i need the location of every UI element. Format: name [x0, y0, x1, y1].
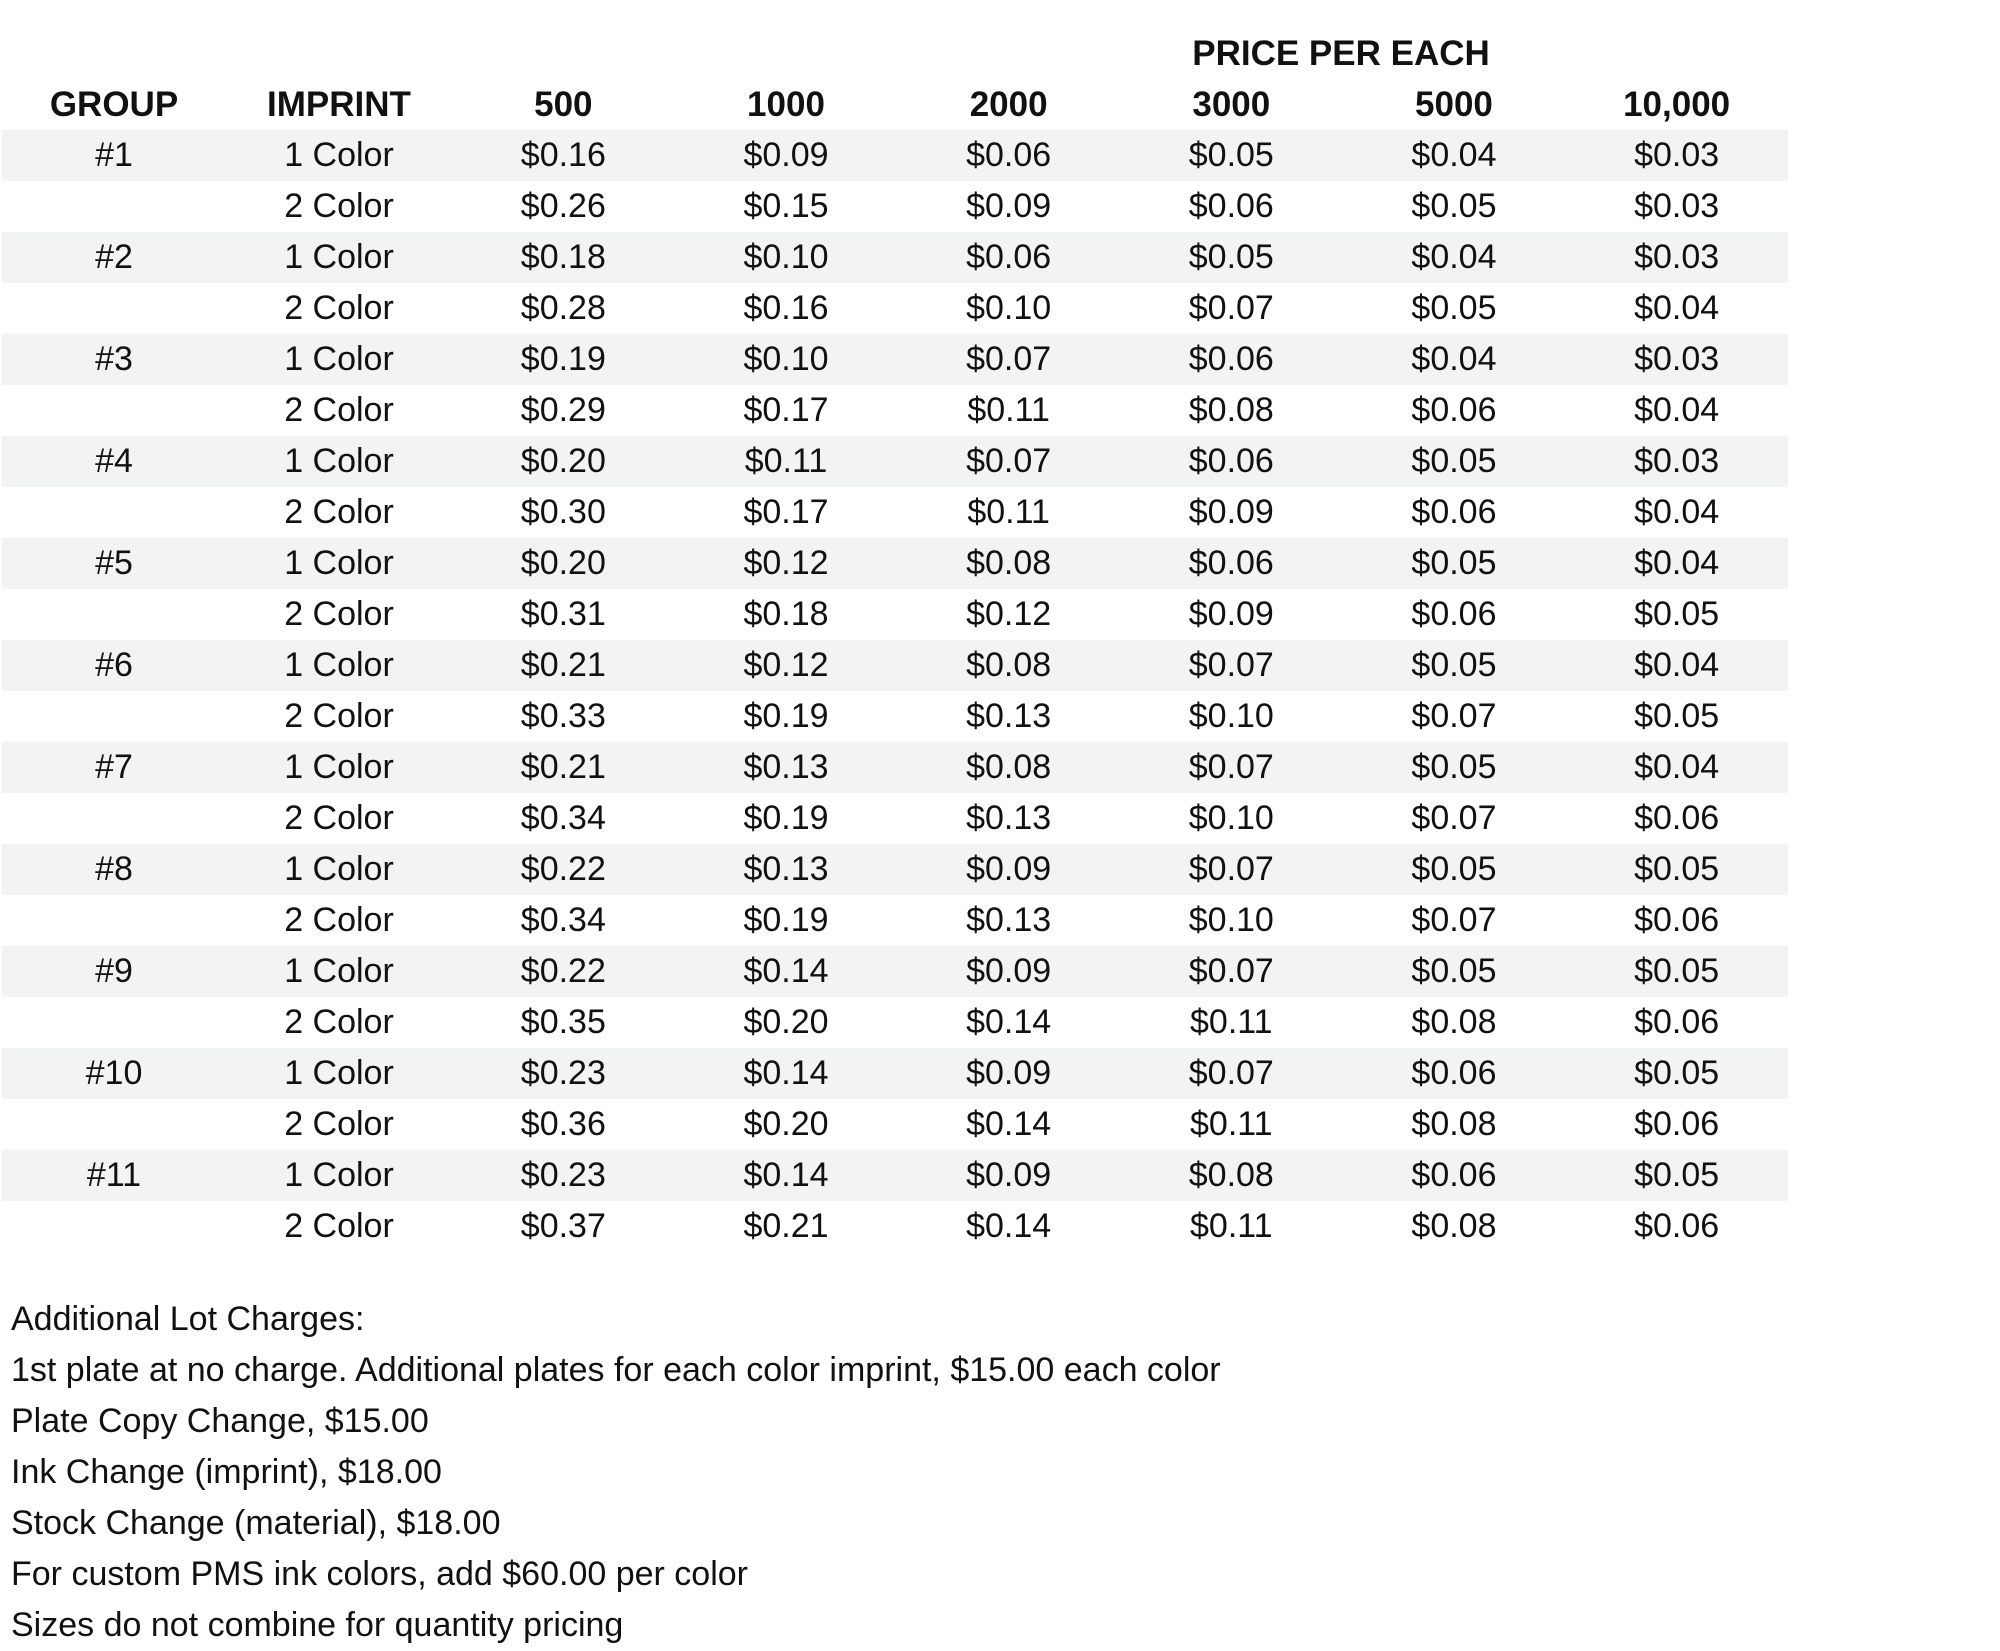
table-body: [2, 130, 1788, 1252]
price-cell: $0.19: [743, 697, 829, 735]
note-line: 1st plate at no charge. Additional plates for each color imprint, $15.00 each color: [11, 1351, 1221, 1389]
price-cell: $0.20: [520, 544, 606, 582]
price-cell: $0.07: [1188, 748, 1274, 786]
price-cell: $0.03: [1634, 340, 1720, 378]
price-cell: $0.14: [966, 1003, 1052, 1041]
price-cell: $0.09: [743, 136, 829, 174]
table-row: [2, 181, 1788, 232]
price-cell: $0.09: [1188, 493, 1274, 531]
price-cell: $0.05: [1411, 289, 1497, 327]
price-cell: $0.30: [520, 493, 606, 531]
price-cell: $0.12: [743, 544, 829, 582]
imprint-cell: 2 Color: [284, 1207, 394, 1245]
imprint-cell: 2 Color: [284, 187, 394, 225]
imprint-cell: 2 Color: [284, 799, 394, 837]
price-cell: $0.19: [520, 340, 606, 378]
price-cell: $0.07: [1411, 901, 1497, 939]
price-cell: $0.03: [1634, 238, 1720, 276]
price-cell: $0.26: [520, 187, 606, 225]
note-line: For custom PMS ink colors, add $60.00 per color: [11, 1555, 748, 1593]
price-cell: $0.06: [1411, 1054, 1497, 1092]
group-cell: #11: [86, 1156, 142, 1194]
table-row: [2, 538, 1788, 589]
price-cell: $0.06: [1188, 442, 1274, 480]
price-cell: $0.06: [966, 136, 1052, 174]
price-cell: $0.04: [1634, 289, 1720, 327]
price-cell: $0.16: [743, 289, 829, 327]
price-cell: $0.10: [1188, 799, 1274, 837]
table-row: [2, 640, 1788, 691]
price-cell: $0.08: [966, 544, 1052, 582]
price-cell: $0.08: [966, 646, 1052, 684]
imprint-cell: 2 Color: [284, 391, 394, 429]
group-cell: #4: [95, 442, 133, 480]
imprint-cell: 2 Color: [284, 1003, 394, 1041]
price-cell: $0.11: [1190, 1105, 1273, 1143]
imprint-cell: 2 Color: [284, 595, 394, 633]
price-cell: $0.14: [966, 1207, 1052, 1245]
group-cell: #6: [95, 646, 133, 684]
table-row: [2, 1099, 1788, 1150]
price-cell: $0.08: [966, 748, 1052, 786]
price-cell: $0.07: [1411, 697, 1497, 735]
header-qty-500: 500: [534, 85, 593, 124]
note-line: Stock Change (material), $18.00: [11, 1504, 501, 1542]
price-cell: $0.07: [1188, 646, 1274, 684]
price-cell: $0.05: [1411, 646, 1497, 684]
price-cell: $0.20: [743, 1105, 829, 1143]
price-cell: $0.17: [743, 493, 829, 531]
price-cell: $0.07: [1188, 1054, 1274, 1092]
price-cell: $0.17: [743, 391, 829, 429]
price-cell: $0.06: [1188, 544, 1274, 582]
price-cell: $0.05: [1634, 1054, 1720, 1092]
price-cell: $0.03: [1634, 136, 1720, 174]
table-row: [2, 946, 1788, 997]
price-cell: $0.06: [1634, 799, 1720, 837]
price-cell: $0.09: [1188, 595, 1274, 633]
price-cell: $0.19: [743, 901, 829, 939]
table-row: [2, 895, 1788, 946]
imprint-cell: 1 Color: [284, 238, 394, 276]
notes-heading: Additional Lot Charges:: [11, 1300, 365, 1338]
price-cell: $0.09: [966, 1156, 1052, 1194]
price-cell: $0.04: [1634, 493, 1720, 531]
group-cell: #3: [95, 340, 133, 378]
price-cell: $0.20: [743, 1003, 829, 1041]
price-cell: $0.06: [1634, 901, 1720, 939]
price-cell: $0.29: [520, 391, 606, 429]
header-group: GROUP: [49, 85, 179, 124]
group-cell: #7: [95, 748, 133, 786]
imprint-cell: 1 Color: [284, 646, 394, 684]
note-line: Sizes do not combine for quantity pricing: [11, 1606, 624, 1644]
price-cell: $0.13: [743, 748, 829, 786]
price-cell: $0.06: [1634, 1105, 1720, 1143]
table-header-row: [2, 79, 1788, 130]
price-cell: $0.07: [1188, 850, 1274, 888]
price-cell: $0.13: [966, 799, 1052, 837]
price-cell: $0.11: [967, 391, 1050, 429]
price-cell: $0.11: [967, 493, 1050, 531]
header-qty-3000: 3000: [1192, 85, 1271, 124]
price-cell: $0.04: [1634, 544, 1720, 582]
imprint-cell: 1 Color: [284, 952, 394, 990]
price-cell: $0.37: [520, 1207, 606, 1245]
price-cell: $0.13: [966, 697, 1052, 735]
price-cell: $0.23: [520, 1156, 606, 1194]
price-cell: $0.23: [520, 1054, 606, 1092]
group-cell: #8: [95, 850, 133, 888]
price-cell: $0.22: [520, 952, 606, 990]
price-cell: $0.36: [520, 1105, 606, 1143]
table-row: [2, 385, 1788, 436]
price-cell: $0.09: [966, 1054, 1052, 1092]
note-line: Plate Copy Change, $15.00: [11, 1402, 429, 1440]
price-cell: $0.06: [1188, 340, 1274, 378]
price-cell: $0.14: [743, 1156, 829, 1194]
price-cell: $0.05: [1634, 1156, 1720, 1194]
price-cell: $0.09: [966, 952, 1052, 990]
price-cell: $0.03: [1634, 442, 1720, 480]
table-row: [2, 844, 1788, 895]
imprint-cell: 1 Color: [284, 850, 394, 888]
note-line: Ink Change (imprint), $18.00: [11, 1453, 442, 1491]
price-cell: $0.31: [520, 595, 606, 633]
price-cell: $0.28: [520, 289, 606, 327]
table-row: [2, 436, 1788, 487]
price-cell: $0.07: [966, 442, 1052, 480]
price-cell: $0.19: [743, 799, 829, 837]
price-cell: $0.08: [1411, 1105, 1497, 1143]
price-cell: $0.21: [520, 748, 606, 786]
price-cell: $0.05: [1411, 952, 1497, 990]
price-cell: $0.10: [1188, 901, 1274, 939]
imprint-cell: 1 Color: [284, 136, 394, 174]
price-cell: $0.09: [966, 187, 1052, 225]
imprint-cell: 1 Color: [284, 442, 394, 480]
price-cell: $0.10: [966, 289, 1052, 327]
table-row: [2, 1048, 1788, 1099]
price-cell: $0.16: [520, 136, 606, 174]
price-cell: $0.22: [520, 850, 606, 888]
price-cell: $0.33: [520, 697, 606, 735]
price-cell: $0.04: [1634, 646, 1720, 684]
price-cell: $0.08: [1411, 1003, 1497, 1041]
price-cell: $0.08: [1411, 1207, 1497, 1245]
group-cell: #9: [95, 952, 133, 990]
price-cell: $0.05: [1634, 952, 1720, 990]
imprint-cell: 1 Color: [284, 340, 394, 378]
price-cell: $0.20: [520, 442, 606, 480]
imprint-cell: 2 Color: [284, 697, 394, 735]
imprint-cell: 2 Color: [284, 493, 394, 531]
price-cell: $0.05: [1411, 187, 1497, 225]
price-cell: $0.14: [966, 1105, 1052, 1143]
imprint-cell: 2 Color: [284, 289, 394, 327]
price-cell: $0.06: [1411, 1156, 1497, 1194]
price-cell: $0.04: [1411, 340, 1497, 378]
price-cell: $0.11: [744, 442, 828, 480]
table-row: [2, 691, 1788, 742]
price-cell: $0.04: [1634, 748, 1720, 786]
price-cell: $0.06: [1411, 595, 1497, 633]
price-cell: $0.06: [1411, 493, 1497, 531]
price-cell: $0.05: [1411, 442, 1497, 480]
imprint-cell: 2 Color: [284, 1105, 394, 1143]
price-per-each-header: PRICE PER EACH: [1192, 34, 1490, 73]
table-row: [2, 1201, 1788, 1252]
price-cell: $0.21: [520, 646, 606, 684]
price-cell: $0.13: [743, 850, 829, 888]
additional-charges-notes: [11, 1294, 1221, 1651]
imprint-cell: 1 Color: [284, 544, 394, 582]
header-qty-5000: 5000: [1415, 85, 1493, 124]
table-row: [2, 793, 1788, 844]
header-qty-10000: 10,000: [1623, 85, 1731, 124]
header-qty-2000: 2000: [969, 85, 1048, 124]
price-cell: $0.34: [520, 799, 606, 837]
price-cell: $0.10: [743, 238, 829, 276]
table-row: [2, 742, 1788, 793]
price-cell: $0.06: [1634, 1207, 1720, 1245]
imprint-cell: 2 Color: [284, 901, 394, 939]
table-row: [2, 997, 1788, 1048]
table-super-header-row: [2, 28, 1788, 79]
table-row: [2, 283, 1788, 334]
imprint-cell: 1 Color: [284, 748, 394, 786]
group-cell: #5: [95, 544, 133, 582]
price-cell: $0.05: [1411, 544, 1497, 582]
price-cell: $0.04: [1411, 238, 1497, 276]
table-row: [2, 334, 1788, 385]
price-cell: $0.07: [1188, 952, 1274, 990]
price-cell: $0.21: [743, 1207, 829, 1245]
price-cell: $0.10: [743, 340, 829, 378]
price-cell: $0.13: [966, 901, 1052, 939]
price-cell: $0.08: [1188, 1156, 1274, 1194]
imprint-cell: 1 Color: [284, 1156, 394, 1194]
price-cell: $0.08: [1188, 391, 1274, 429]
price-cell: $0.03: [1634, 187, 1720, 225]
price-cell: $0.14: [743, 1054, 829, 1092]
price-cell: $0.06: [1634, 1003, 1720, 1041]
table-row: [2, 130, 1788, 181]
table-row: [2, 487, 1788, 538]
group-cell: #1: [95, 136, 133, 174]
price-cell: $0.05: [1634, 595, 1720, 633]
table-row: [2, 589, 1788, 640]
price-cell: $0.06: [1188, 187, 1274, 225]
price-cell: $0.07: [1411, 799, 1497, 837]
group-cell: #2: [95, 238, 133, 276]
price-cell: $0.05: [1411, 748, 1497, 786]
price-cell: $0.18: [520, 238, 606, 276]
price-cell: $0.14: [743, 952, 829, 990]
price-cell: $0.04: [1411, 136, 1497, 174]
imprint-cell: 1 Color: [284, 1054, 394, 1092]
price-cell: $0.06: [1411, 391, 1497, 429]
price-cell: $0.05: [1411, 850, 1497, 888]
price-cell: $0.11: [1190, 1207, 1273, 1245]
price-cell: $0.12: [966, 595, 1052, 633]
table-row: [2, 232, 1788, 283]
price-cell: $0.07: [1188, 289, 1274, 327]
price-cell: $0.09: [966, 850, 1052, 888]
price-cell: $0.05: [1188, 238, 1274, 276]
price-cell: $0.07: [966, 340, 1052, 378]
header-qty-1000: 1000: [747, 85, 825, 124]
price-cell: $0.05: [1634, 697, 1720, 735]
group-cell: #10: [85, 1054, 143, 1092]
price-cell: $0.06: [966, 238, 1052, 276]
price-cell: $0.18: [743, 595, 829, 633]
price-cell: $0.10: [1188, 697, 1274, 735]
header-imprint: IMPRINT: [267, 85, 411, 124]
price-cell: $0.34: [520, 901, 606, 939]
price-table: [2, 28, 1788, 1252]
price-cell: $0.11: [1190, 1003, 1273, 1041]
price-cell: $0.12: [743, 646, 829, 684]
price-cell: $0.05: [1634, 850, 1720, 888]
price-cell: $0.04: [1634, 391, 1720, 429]
price-cell: $0.15: [743, 187, 829, 225]
price-cell: $0.35: [520, 1003, 606, 1041]
price-cell: $0.05: [1188, 136, 1274, 174]
table-row: [2, 1150, 1788, 1201]
